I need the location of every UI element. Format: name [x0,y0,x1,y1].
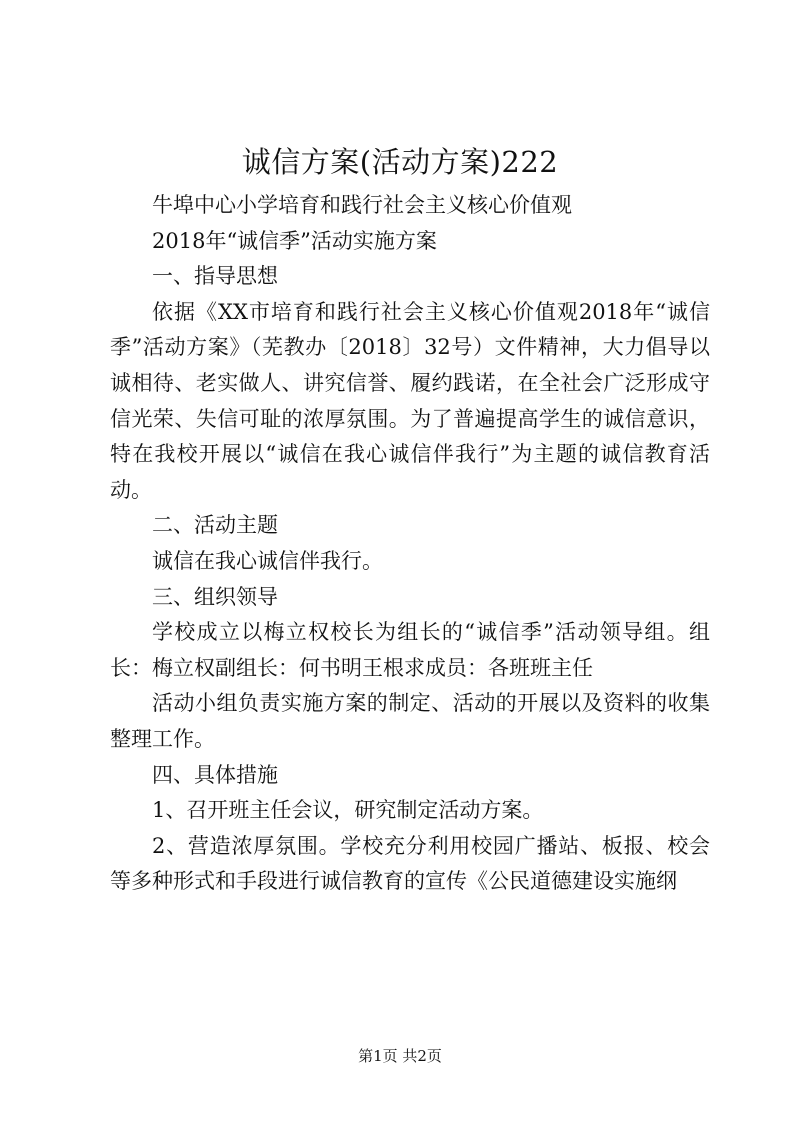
school-name-line: 牛埠中心小学培育和践行社会主义核心价值观 [152,193,572,217]
measure-item-1: 1、召开班主任会议，研究制定活动方案。 [152,798,544,823]
document-body [110,188,710,900]
document-title: 诚信方案(活动方案)222 [241,145,559,179]
plan-name-line: 2018年“诚信季”活动实施方案 [152,228,437,253]
section-heading-organization: 三、组织领导 [152,584,278,609]
paragraph-activity-theme: 诚信在我心诚信伴我行。 [152,548,383,573]
section-heading-measures: 四、具体措施 [152,762,278,787]
paragraph-leadership-group: 学校成立以梅立权校长为组长的“诚信季”活动领导组。组长：梅立权副组长：何书明王根求成员：各班班主任 [110,620,710,680]
paragraph-group-responsibility: 活动小组负责实施方案的制定、活动的开展以及资料的收集整理工作。 [110,691,710,751]
page-footer: 第1页 共2页 [358,1047,442,1065]
paragraph-guiding-ideology: 依据《XX市培育和践行社会主义核心价值观2018年“诚信季”活动方案》（芜教办〔2018〕32号）文件精神，大力倡导以诚相待、老实做人、讲究信誉、履约践诺，在全社会广泛形成守信光荣、失信可耻的浓厚氛围。为了普遍提高学生的诚信意识，特在我校开展以“诚信在我心诚信伴我行”为主题的诚信教育活动。 [110,299,710,502]
section-heading-activity-theme: 二、活动主题 [152,513,278,538]
measure-item-2: 2、营造浓厚氛围。学校充分利用校园广播站、板报、校会等多种形式和手段进行诚信教育的宣传《公民道德建设实施纲 [110,833,710,894]
section-heading-guiding-ideology: 一、指导思想 [152,264,278,289]
